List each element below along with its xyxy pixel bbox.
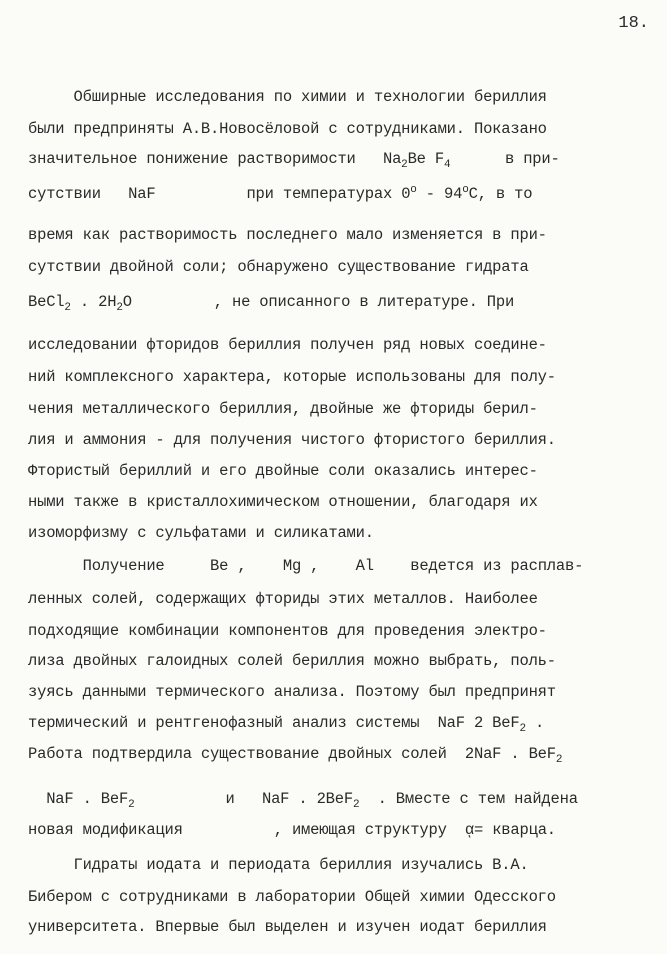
text-line: ний комплексного характера, которые использованы для полу-: [28, 368, 556, 386]
formula-becl2: BeCl$_2$ . $2H_2O$: [28, 293, 132, 314]
page-number: 18.: [618, 14, 649, 33]
formula-mg: Mg ,: [282, 557, 320, 575]
formula-naf: NaF: [128, 185, 156, 203]
text-line: Работа подтвердила существование двойных солей 2NaF . BeF$_2$: [28, 745, 563, 766]
text-line: Гидраты иодата и периодата бериллия изучались В.А.: [28, 856, 529, 874]
text-line: лия и аммония - для получения чистого фтористого бериллия.: [28, 431, 556, 449]
text-line: зуясь данными термического анализа. Поэтому был предпринят: [28, 683, 556, 701]
text-line: чения металлического бериллия, двойные же фториды берил-: [28, 400, 538, 418]
text-line: университета. Впервые был выделен и изучен иодат бериллия: [28, 918, 547, 936]
text-line: Бибером с сотрудниками в лаборатории Общей химии Одесского: [28, 888, 556, 906]
text-line: изоморфизму с сульфатами и силикатами.: [28, 524, 374, 542]
text-line: новая модификация , имеющая структуру ᾳ= кварца.: [28, 821, 556, 839]
formula-2naf-bef2: 2NaF . BeF$_2$: [464, 745, 563, 766]
formula-na2bef4: $Na_2Be$ $F_4$: [382, 150, 451, 171]
formula-naf-bef2: NaF . BeF$_2$: [46, 790, 135, 811]
formula-be: Be ,: [210, 557, 247, 575]
text-line: значительное понижение растворимости $Na_2Be$ $F_4$ в при-: [28, 150, 560, 171]
text-line: время как растворимость последнего мало изменяется в при-: [28, 226, 547, 244]
text-line: ленных солей, содержащих фториды этих металлов. Наиболее: [28, 590, 538, 608]
text-line: Обширные исследования по химии и технологии бериллия: [28, 88, 547, 106]
alpha-symbol: ᾳ: [464, 821, 474, 839]
text-line: сутствии NaF при температурах 0$^o$ - 94$^o$C, в то: [28, 184, 533, 203]
text-line: NaF . BeF$_2$ и NaF . 2BeF$_2$ . Вместе с тем найдена: [46, 790, 578, 811]
formula-system: NaF 2 BeF$_2$ .: [437, 714, 545, 735]
text-line: ными также в кристаллохимическом отношении, благодаря их: [28, 493, 538, 511]
text-line: Фтористый бериллий и его двойные соли оказались интерес-: [28, 462, 538, 480]
text-line: были предприняты А.В.Новосёловой с сотрудниками. Показано: [28, 120, 547, 138]
text-line: подходящие комбинации компонентов для проведения электро-: [28, 622, 547, 640]
formula-temperature: 0$^o$ - 94$^o$C: [401, 184, 478, 203]
formula-al: Al: [355, 557, 374, 575]
text-line: сутствии двойной соли; обнаружено существование гидрата: [28, 258, 529, 276]
text-line: лиза двойных галоидных солей бериллия можно выбрать, поль-: [28, 652, 556, 670]
text-line: исследовании фторидов бериллия получен ряд новых соедине-: [28, 336, 547, 354]
text-line: BeCl$_2$ . $2H_2O$ , не описанного в литературе. При: [28, 293, 515, 314]
text-line: Получение Be , Mg , Al ведется из расплав-: [82, 557, 584, 575]
text-line: термический и рентгенофазный анализ системы NaF 2 BeF$_2$ .: [28, 714, 545, 735]
formula-naf-2bef2: NaF . 2BeF$_2$: [261, 790, 360, 811]
